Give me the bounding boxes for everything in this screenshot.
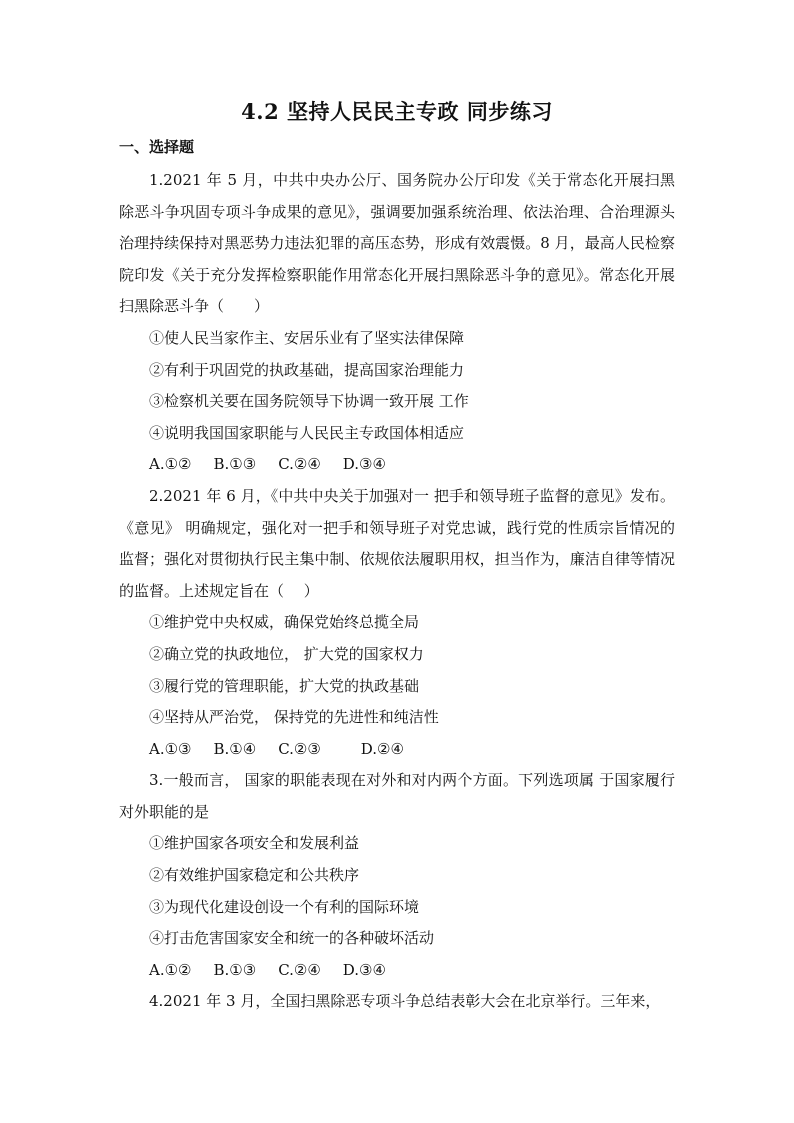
option-item: ①维护党中央权威，确保党始终总揽全局 <box>149 613 420 632</box>
answer-choice-a: A.①② <box>149 960 192 979</box>
option-item: ②有效维护国家稳定和公共秩序 <box>149 866 360 885</box>
option-item: ④说明我国国家职能与人民民主专政国体相适应 <box>149 423 465 442</box>
option-item: ③履行党的管理职能，扩大党的执政基础 <box>149 676 420 695</box>
answer-choices <box>119 955 675 987</box>
question-stem: 2.2021 年 6 月，《中共中央关于加强对一 把手和领导班子监督的意见》发布。《意见》 明确规定，强化对一把手和领导班子对党忠诚，践行党的性质宗旨情况的监督；强化对贯彻执行民主集中制、依规依法履职用权，担当作为，廉洁自律等情况的监督。上述规定旨在（ ） <box>119 486 675 600</box>
option-item: ②有利于巩固党的执政基础，提高国家治理能力 <box>149 360 465 379</box>
answer-choice-d: D.③④ <box>342 455 386 474</box>
answer-choice-a: A.①③ <box>149 739 192 758</box>
question-stem: 4.2021 年 3 月，全国扫黑除恶专项斗争总结表彰大会在北京举行。三年来， <box>149 992 661 1011</box>
answer-choice-d: D.③④ <box>342 960 386 979</box>
answer-choice-b: B.①④ <box>213 739 257 758</box>
option-item: ③为现代化建设创设一个有利的国际环境 <box>149 897 420 916</box>
question-3 <box>119 765 675 986</box>
option-item: ④打击危害国家安全和统一的各种破坏活动 <box>149 929 435 948</box>
question-list <box>119 165 675 1018</box>
document-title: 4.2 坚持人民民主专政 同步练习 <box>241 99 553 124</box>
question-4 <box>119 986 675 1018</box>
answer-choice-c: C.②③ <box>278 739 321 758</box>
option-item: ①维护国家各项安全和发展利益 <box>149 834 360 853</box>
answer-choice-b: B.①③ <box>213 960 257 979</box>
question-stem: 1.2021 年 5 月，中共中央办公厅、国务院办公厅印发《关于常态化开展扫黑除恶斗争巩固专项斗争成果的意见》，强调要加强系统治理、依法治理、合治理源头治理持续保持对黑恶势力违法犯罪的高压态势，形成有效震慑。8 月，最高人民检察院印发《关于充分发挥检察职能作用常态化开展扫黑除恶斗争的意见》。常态化开展扫黑除恶斗争（ ） <box>119 171 675 316</box>
option-item: ②确立党的执政地位， 扩大党的国家权力 <box>149 644 424 663</box>
answer-choices <box>119 734 675 766</box>
answer-choice-d: D.②④ <box>360 739 404 758</box>
section-heading: 一、选择题 <box>119 138 195 156</box>
answer-choice-c: C.②④ <box>278 455 321 474</box>
option-item: ④坚持从严治党， 保持党的先进性和纯洁性 <box>149 708 439 727</box>
answer-choice-c: C.②④ <box>278 960 321 979</box>
answer-choice-b: B.①③ <box>213 455 257 474</box>
question-2 <box>119 481 675 765</box>
question-1 <box>119 165 675 481</box>
answer-choices <box>119 449 675 481</box>
question-stem: 3.一般而言， 国家的职能表现在对外和对内两个方面。下列选项属 于国家履行对外职能的是 <box>119 771 675 821</box>
option-item: ①使人民当家作主、安居乐业有了坚实法律保障 <box>149 328 465 347</box>
option-item: ③检察机关要在国务院领导下协调一致开展 工作 <box>149 392 469 411</box>
answer-choice-a: A.①② <box>149 455 192 474</box>
